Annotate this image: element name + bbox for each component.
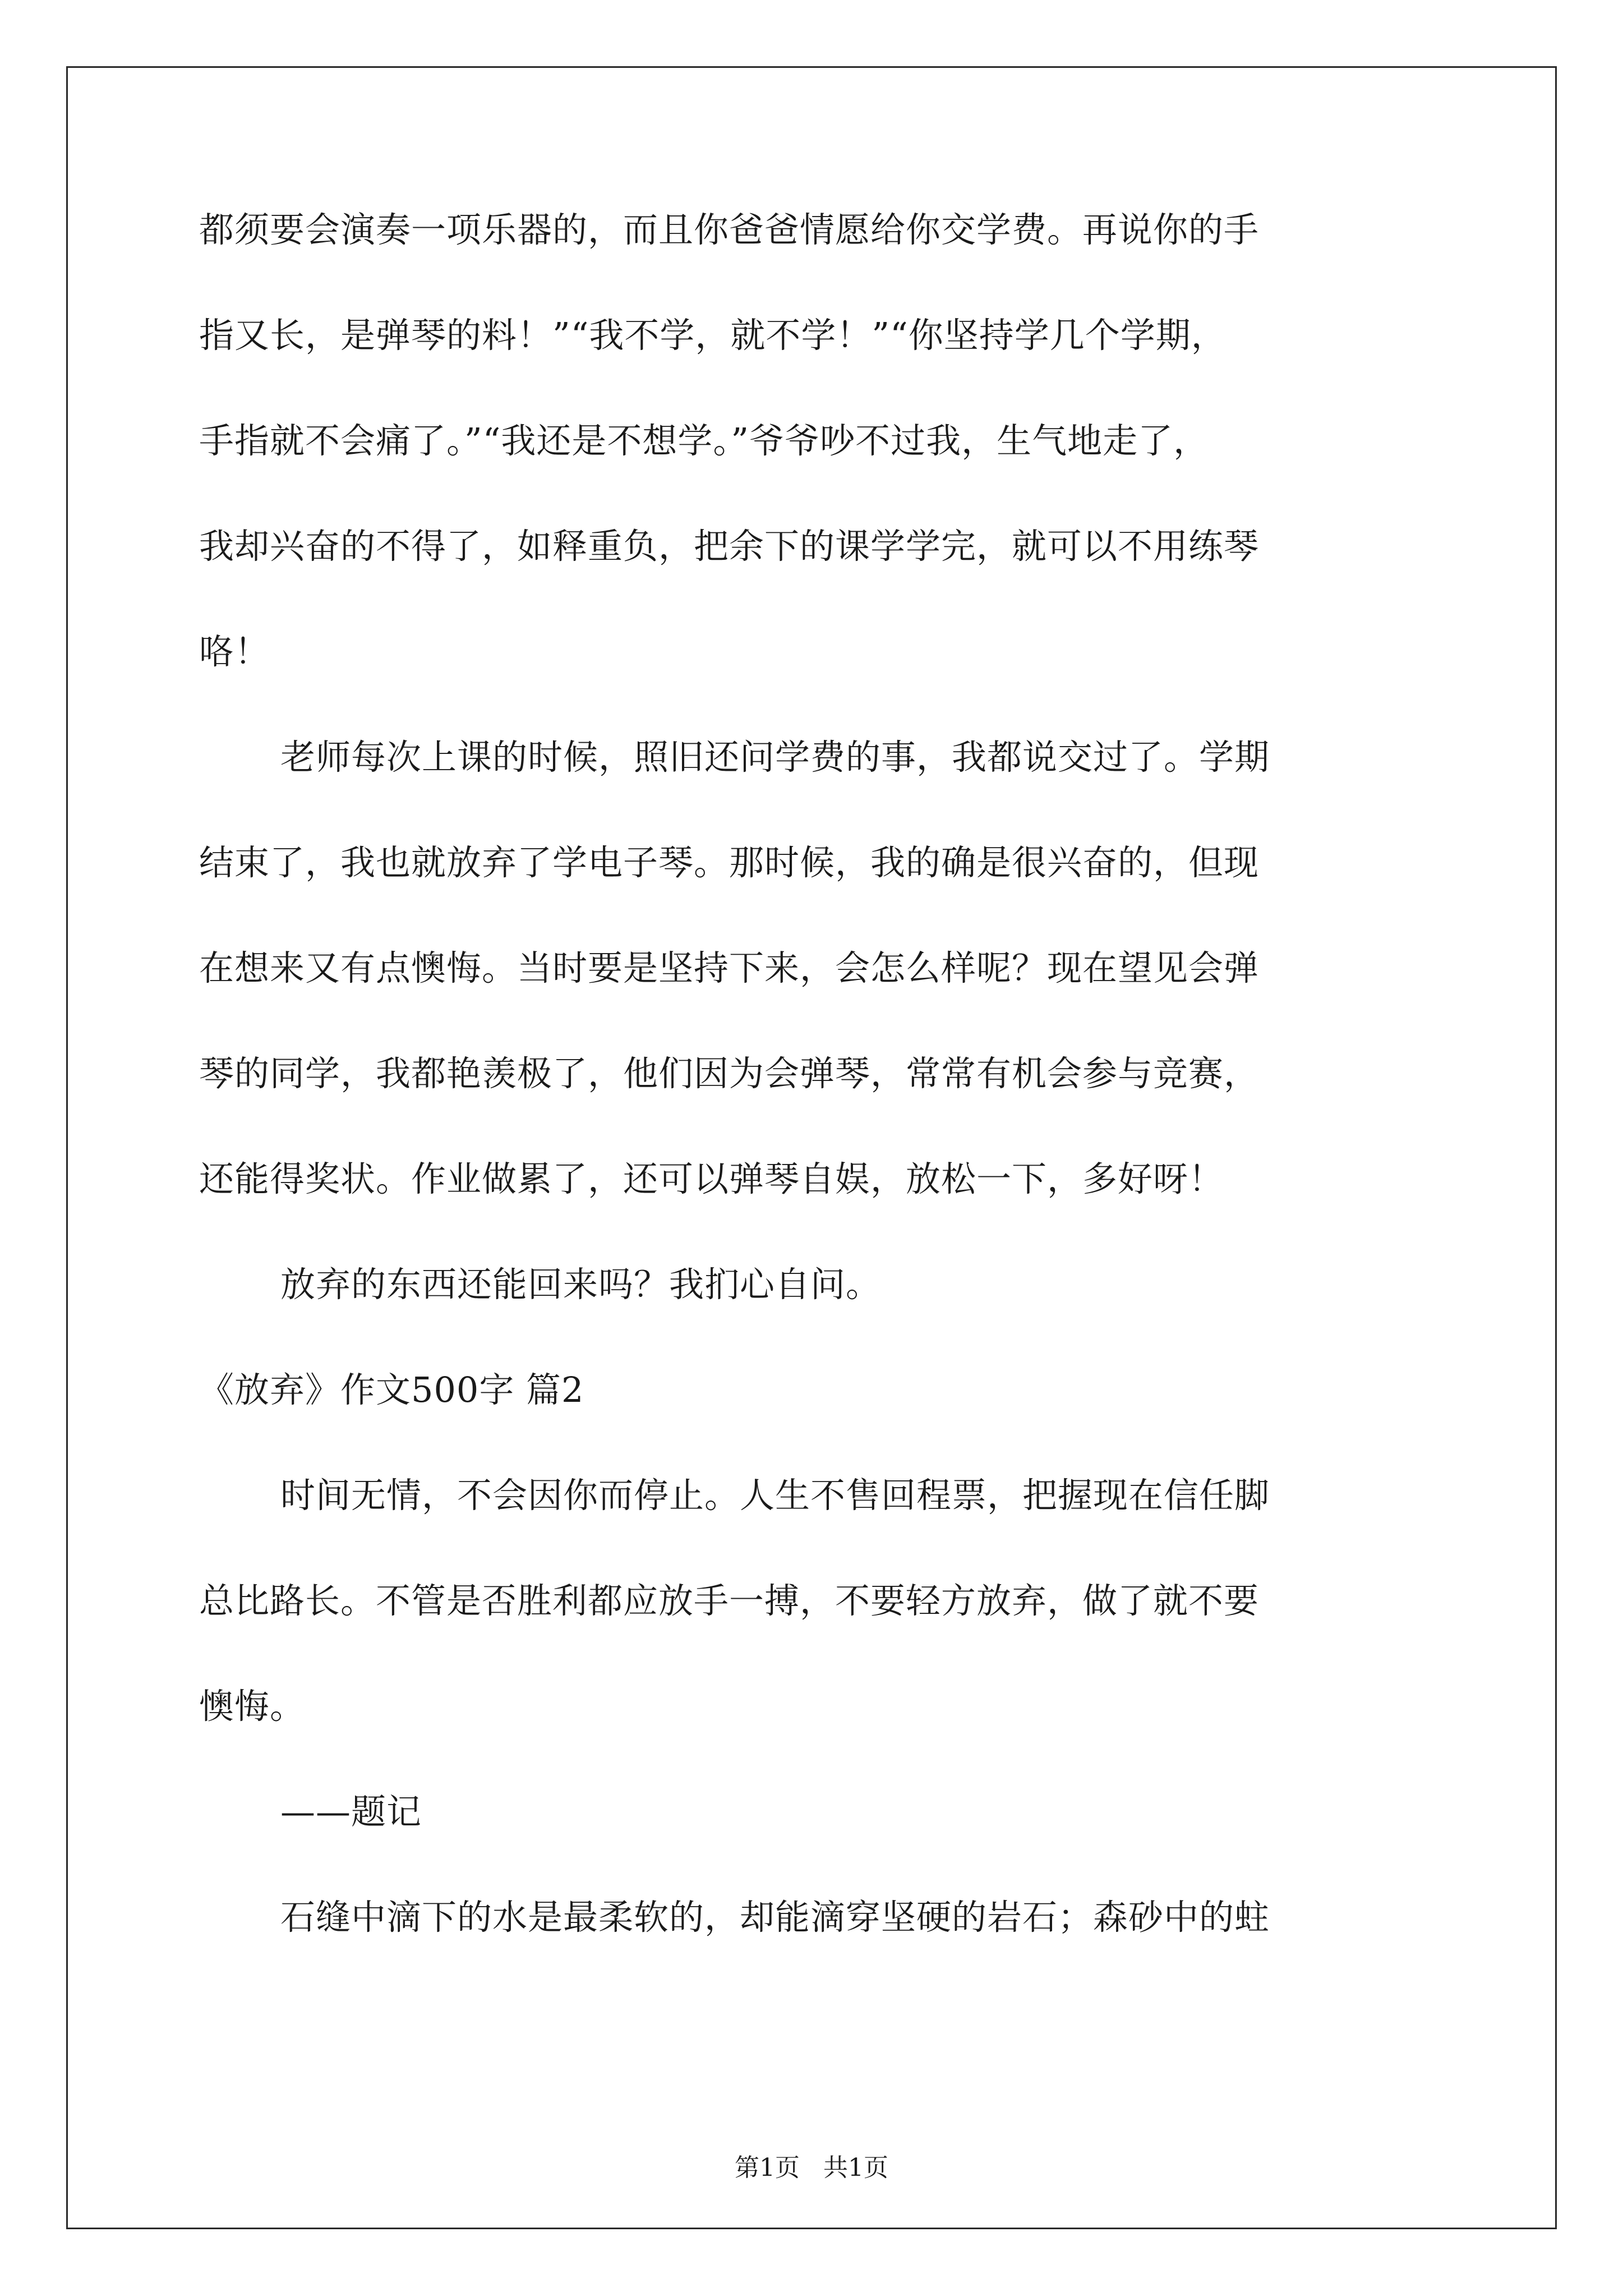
text-line: 我却兴奋的不得了，如释重负，把余下的课学学完，就可以不用练琴 (199, 526, 1260, 567)
text-line: 懊悔。 (199, 1686, 306, 1727)
paragraph-start-line: 放弃的东西还能回来吗？我扪心自问。 (280, 1264, 882, 1305)
paragraph-start-line: 老师每次上课的时候，照旧还问学费的事，我都说交过了。学期 (280, 737, 1270, 777)
text-line: 还能得奖状。作业做累了，还可以弹琴自娱，放松一下，多好呀！ (199, 1158, 1224, 1199)
text-line: 结束了，我也就放弃了学电子琴。那时候，我的确是很兴奋的，但现 (199, 842, 1260, 883)
text-line: 都须要会演奏一项乐器的，而且你爸爸情愿给你交学费。再说你的手 (199, 209, 1260, 250)
page-footer: 第1页 共1页 (735, 2154, 888, 2182)
text-line: 总比路长。不管是否胜利都应放手一搏，不要轻方放弃，做了就不要 (199, 1580, 1260, 1621)
text-line: 琴的同学，我都艳羡极了，他们因为会弹琴，常常有机会参与竞赛， (199, 1053, 1260, 1094)
epigraph-attribution: ——题记 (280, 1791, 422, 1832)
text-line: 手指就不会痛了。”“我还是不想学。”爷爷吵不过我，生气地走了， (199, 420, 1209, 461)
text-line: 指又长，是弹琴的料！”“我不学，就不学！”“你坚持学几个学期， (199, 315, 1227, 356)
section-heading: 《放弃》作文500字 篇2 (199, 1369, 584, 1410)
text-line: 在想来又有点懊悔。当时要是坚持下来，会怎么样呢？现在望见会弹 (199, 947, 1260, 988)
paragraph-start-line: 时间无情，不会因你而停止。人生不售回程票，把握现在信任脚 (280, 1475, 1270, 1516)
text-line: 咯！ (199, 631, 270, 672)
paragraph-start-line: 石缝中滴下的水是最柔软的，却能滴穿坚硬的岩石；森砂中的蛀 (280, 1897, 1270, 1938)
